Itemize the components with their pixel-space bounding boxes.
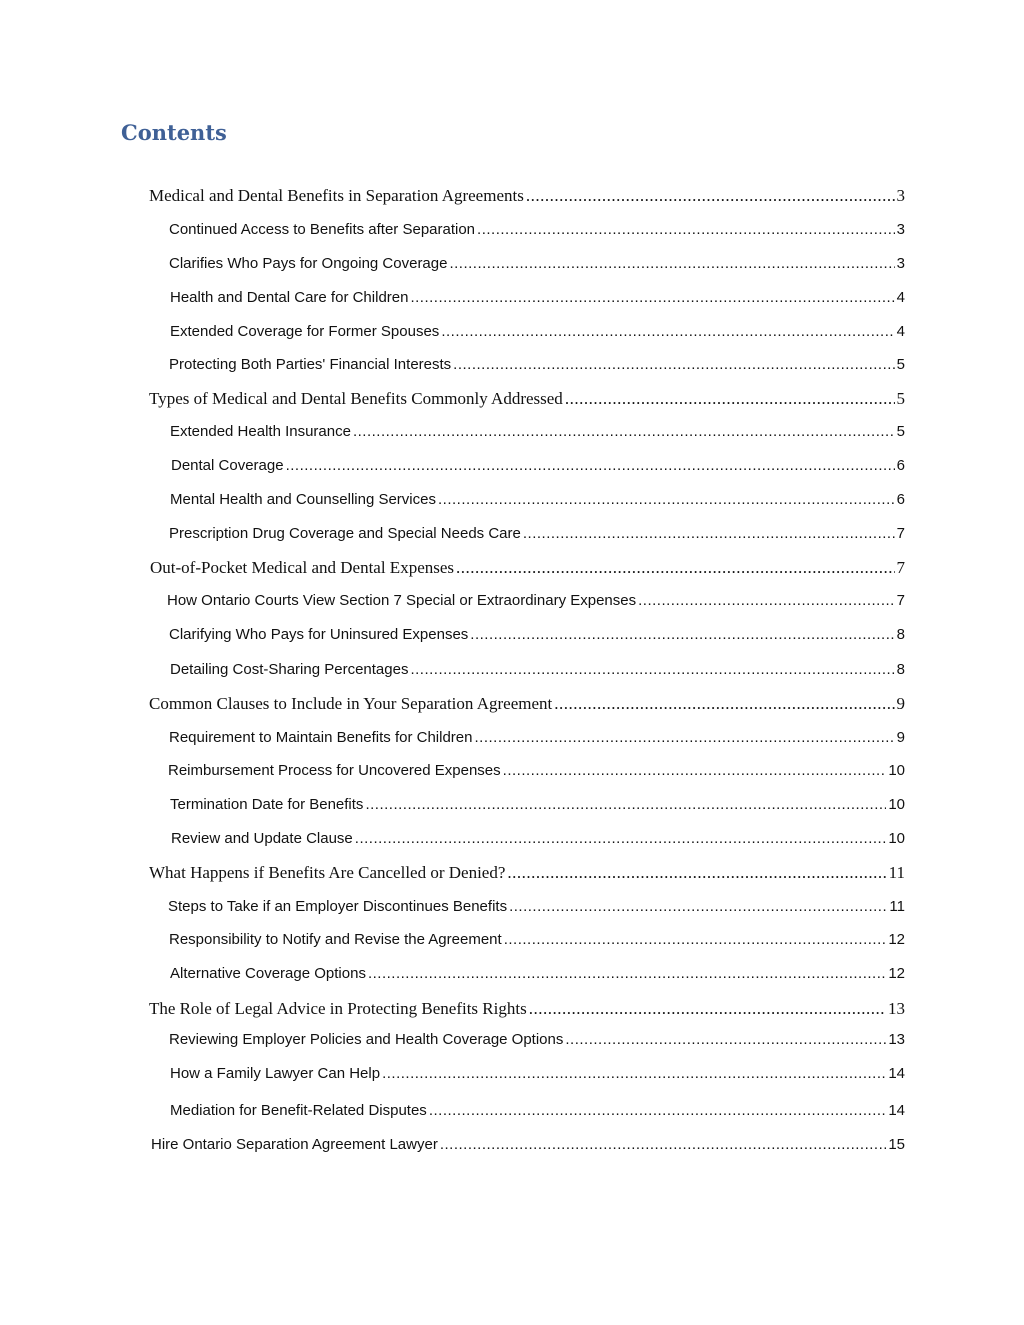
toc-page-number: 5 <box>896 389 905 408</box>
toc-entry-label: Extended Health Insurance <box>170 423 351 440</box>
toc-entry[interactable] <box>170 1062 905 1086</box>
toc-page-number: 7 <box>896 592 905 609</box>
toc-dot-leader <box>286 454 895 478</box>
toc-entry-label: Medical and Dental Benefits in Separation Agreements <box>149 186 524 205</box>
toc-dot-leader <box>438 488 895 512</box>
toc-entry[interactable] <box>168 895 905 919</box>
toc-entry[interactable] <box>169 252 905 276</box>
toc-page-number: 12 <box>888 931 905 948</box>
toc-dot-leader <box>453 353 894 377</box>
toc-page-number: 5 <box>896 356 905 373</box>
toc-dot-leader <box>523 522 895 546</box>
toc-entry-label: Responsibility to Notify and Revise the Agreement <box>169 931 502 948</box>
toc-entry[interactable] <box>149 692 905 716</box>
toc-dot-leader <box>368 962 886 986</box>
toc-entry-label: Extended Coverage for Former Spouses <box>170 323 440 340</box>
toc-dot-leader <box>440 1133 886 1157</box>
toc-entry[interactable] <box>170 488 905 512</box>
toc-page-number: 6 <box>896 457 905 474</box>
toc-entry-label: Reimbursement Process for Uncovered Expenses <box>168 762 501 779</box>
toc-entry-label: The Role of Legal Advice in Protecting Benefits Rights <box>149 999 527 1018</box>
toc-dot-leader <box>355 827 887 851</box>
toc-entry[interactable] <box>170 286 905 310</box>
toc-dot-leader <box>441 320 894 344</box>
toc-entry-label: How a Family Lawyer Can Help <box>170 1065 381 1082</box>
toc-dot-leader <box>456 556 894 580</box>
toc-entry[interactable] <box>149 997 905 1021</box>
toc-page-number: 8 <box>896 661 905 678</box>
toc-page-number: 15 <box>888 1136 905 1153</box>
toc-entry-label: Hire Ontario Separation Agreement Lawyer <box>151 1136 438 1153</box>
toc-dot-leader <box>410 286 894 310</box>
toc-page-number: 3 <box>896 221 905 238</box>
toc-entry-label: Clarifies Who Pays for Ongoing Coverage <box>169 255 448 272</box>
toc-dot-leader <box>638 589 895 613</box>
toc-entry[interactable] <box>169 928 905 952</box>
toc-page-number: 14 <box>888 1065 905 1082</box>
toc-entry[interactable] <box>170 320 905 344</box>
toc-entry[interactable] <box>169 1028 905 1052</box>
toc-entry-label: Termination Date for Benefits <box>170 796 364 813</box>
toc-entry-label: Review and Update Clause <box>171 830 353 847</box>
toc-entry-label: Common Clauses to Include in Your Separation Agreement <box>149 694 553 713</box>
toc-entry[interactable] <box>171 454 905 478</box>
toc-entry-label: Continued Access to Benefits after Separation <box>169 221 476 238</box>
toc-dot-leader <box>410 658 894 682</box>
toc-entry[interactable] <box>149 387 905 411</box>
toc-dot-leader <box>382 1062 886 1086</box>
toc-entry[interactable] <box>171 827 905 851</box>
toc-entry-label: Detailing Cost-Sharing Percentages <box>170 661 409 678</box>
toc-entry-label: Clarifying Who Pays for Uninsured Expenses <box>169 626 469 643</box>
toc-entry[interactable] <box>170 658 905 682</box>
toc-entry[interactable] <box>167 589 905 613</box>
toc-entry-label: Types of Medical and Dental Benefits Commonly Addressed <box>149 389 563 408</box>
toc-page-number: 9 <box>896 694 905 713</box>
toc-page-number: 10 <box>888 796 905 813</box>
toc-entry-label: Requirement to Maintain Benefits for Children <box>169 729 473 746</box>
toc-dot-leader <box>526 184 895 208</box>
toc-dot-leader <box>529 997 886 1021</box>
toc-entry-label: How Ontario Courts View Section 7 Special or Extraordinary Expenses <box>167 592 637 609</box>
toc-entry-label: Prescription Drug Coverage and Special Needs Care <box>169 525 521 542</box>
toc-page-number: 12 <box>888 965 905 982</box>
toc-dot-leader <box>470 623 894 647</box>
toc-entry[interactable] <box>169 353 905 377</box>
toc-entry[interactable] <box>169 522 905 546</box>
toc-page-number: 4 <box>896 323 905 340</box>
toc-entry-label: Alternative Coverage Options <box>170 965 366 982</box>
toc-dot-leader <box>475 726 895 750</box>
toc-dot-leader <box>504 928 887 952</box>
toc-page-number: 3 <box>896 255 905 272</box>
toc-page-number: 5 <box>896 423 905 440</box>
toc-entry[interactable] <box>169 218 905 242</box>
toc-entry-label: What Happens if Benefits Are Cancelled or Denied? <box>149 863 506 882</box>
toc-dot-leader <box>507 861 886 885</box>
toc-page-number: 10 <box>888 762 905 779</box>
toc-entry[interactable] <box>170 793 905 817</box>
toc-page-number: 10 <box>888 830 905 847</box>
toc-entry-label: Health and Dental Care for Children <box>170 289 409 306</box>
toc-entry-label: Dental Coverage <box>171 457 284 474</box>
toc-page-number: 3 <box>896 186 905 205</box>
toc-page-number: 13 <box>888 1031 905 1048</box>
toc-entry[interactable] <box>149 861 905 885</box>
toc-dot-leader <box>429 1099 887 1123</box>
toc-dot-leader <box>449 252 894 276</box>
toc-dot-leader <box>365 793 886 817</box>
toc-entry[interactable] <box>149 184 905 208</box>
toc-dot-leader <box>477 218 895 242</box>
toc-dot-leader <box>353 420 895 444</box>
toc-dot-leader <box>554 692 894 716</box>
toc-entry[interactable] <box>151 1133 905 1157</box>
toc-entry[interactable] <box>170 420 905 444</box>
toc-entry-label: Reviewing Employer Policies and Health Coverage Options <box>169 1031 564 1048</box>
toc-entry[interactable] <box>168 759 905 783</box>
toc-page-number: 11 <box>889 898 905 915</box>
toc-page-number: 14 <box>888 1102 905 1119</box>
toc-entry[interactable] <box>150 556 905 580</box>
toc-entry[interactable] <box>169 726 905 750</box>
toc-entry-label: Mental Health and Counselling Services <box>170 491 436 508</box>
page-title: Contents <box>121 120 227 145</box>
toc-dot-leader <box>503 759 887 783</box>
toc-page-number: 8 <box>896 626 905 643</box>
toc-entry[interactable] <box>170 1099 905 1123</box>
toc-entry-label: Steps to Take if an Employer Discontinues Benefits <box>168 898 508 915</box>
toc-page-number: 6 <box>896 491 905 508</box>
toc-entry-label: Out-of-Pocket Medical and Dental Expenses <box>150 558 455 577</box>
toc-entry-label: Protecting Both Parties' Financial Interests <box>169 356 452 373</box>
toc-page-number: 7 <box>896 558 905 577</box>
toc-page-number: 4 <box>896 289 905 306</box>
toc-entry[interactable] <box>170 962 905 986</box>
toc-dot-leader <box>565 1028 886 1052</box>
toc-entry[interactable] <box>169 623 905 647</box>
toc-dot-leader <box>565 387 895 411</box>
toc-page-number: 9 <box>896 729 905 746</box>
toc-page-number: 11 <box>888 863 905 882</box>
toc-dot-leader <box>509 895 887 919</box>
toc-page-number: 13 <box>888 999 905 1018</box>
toc-entry-label: Mediation for Benefit-Related Disputes <box>170 1102 427 1119</box>
toc-page-number: 7 <box>896 525 905 542</box>
